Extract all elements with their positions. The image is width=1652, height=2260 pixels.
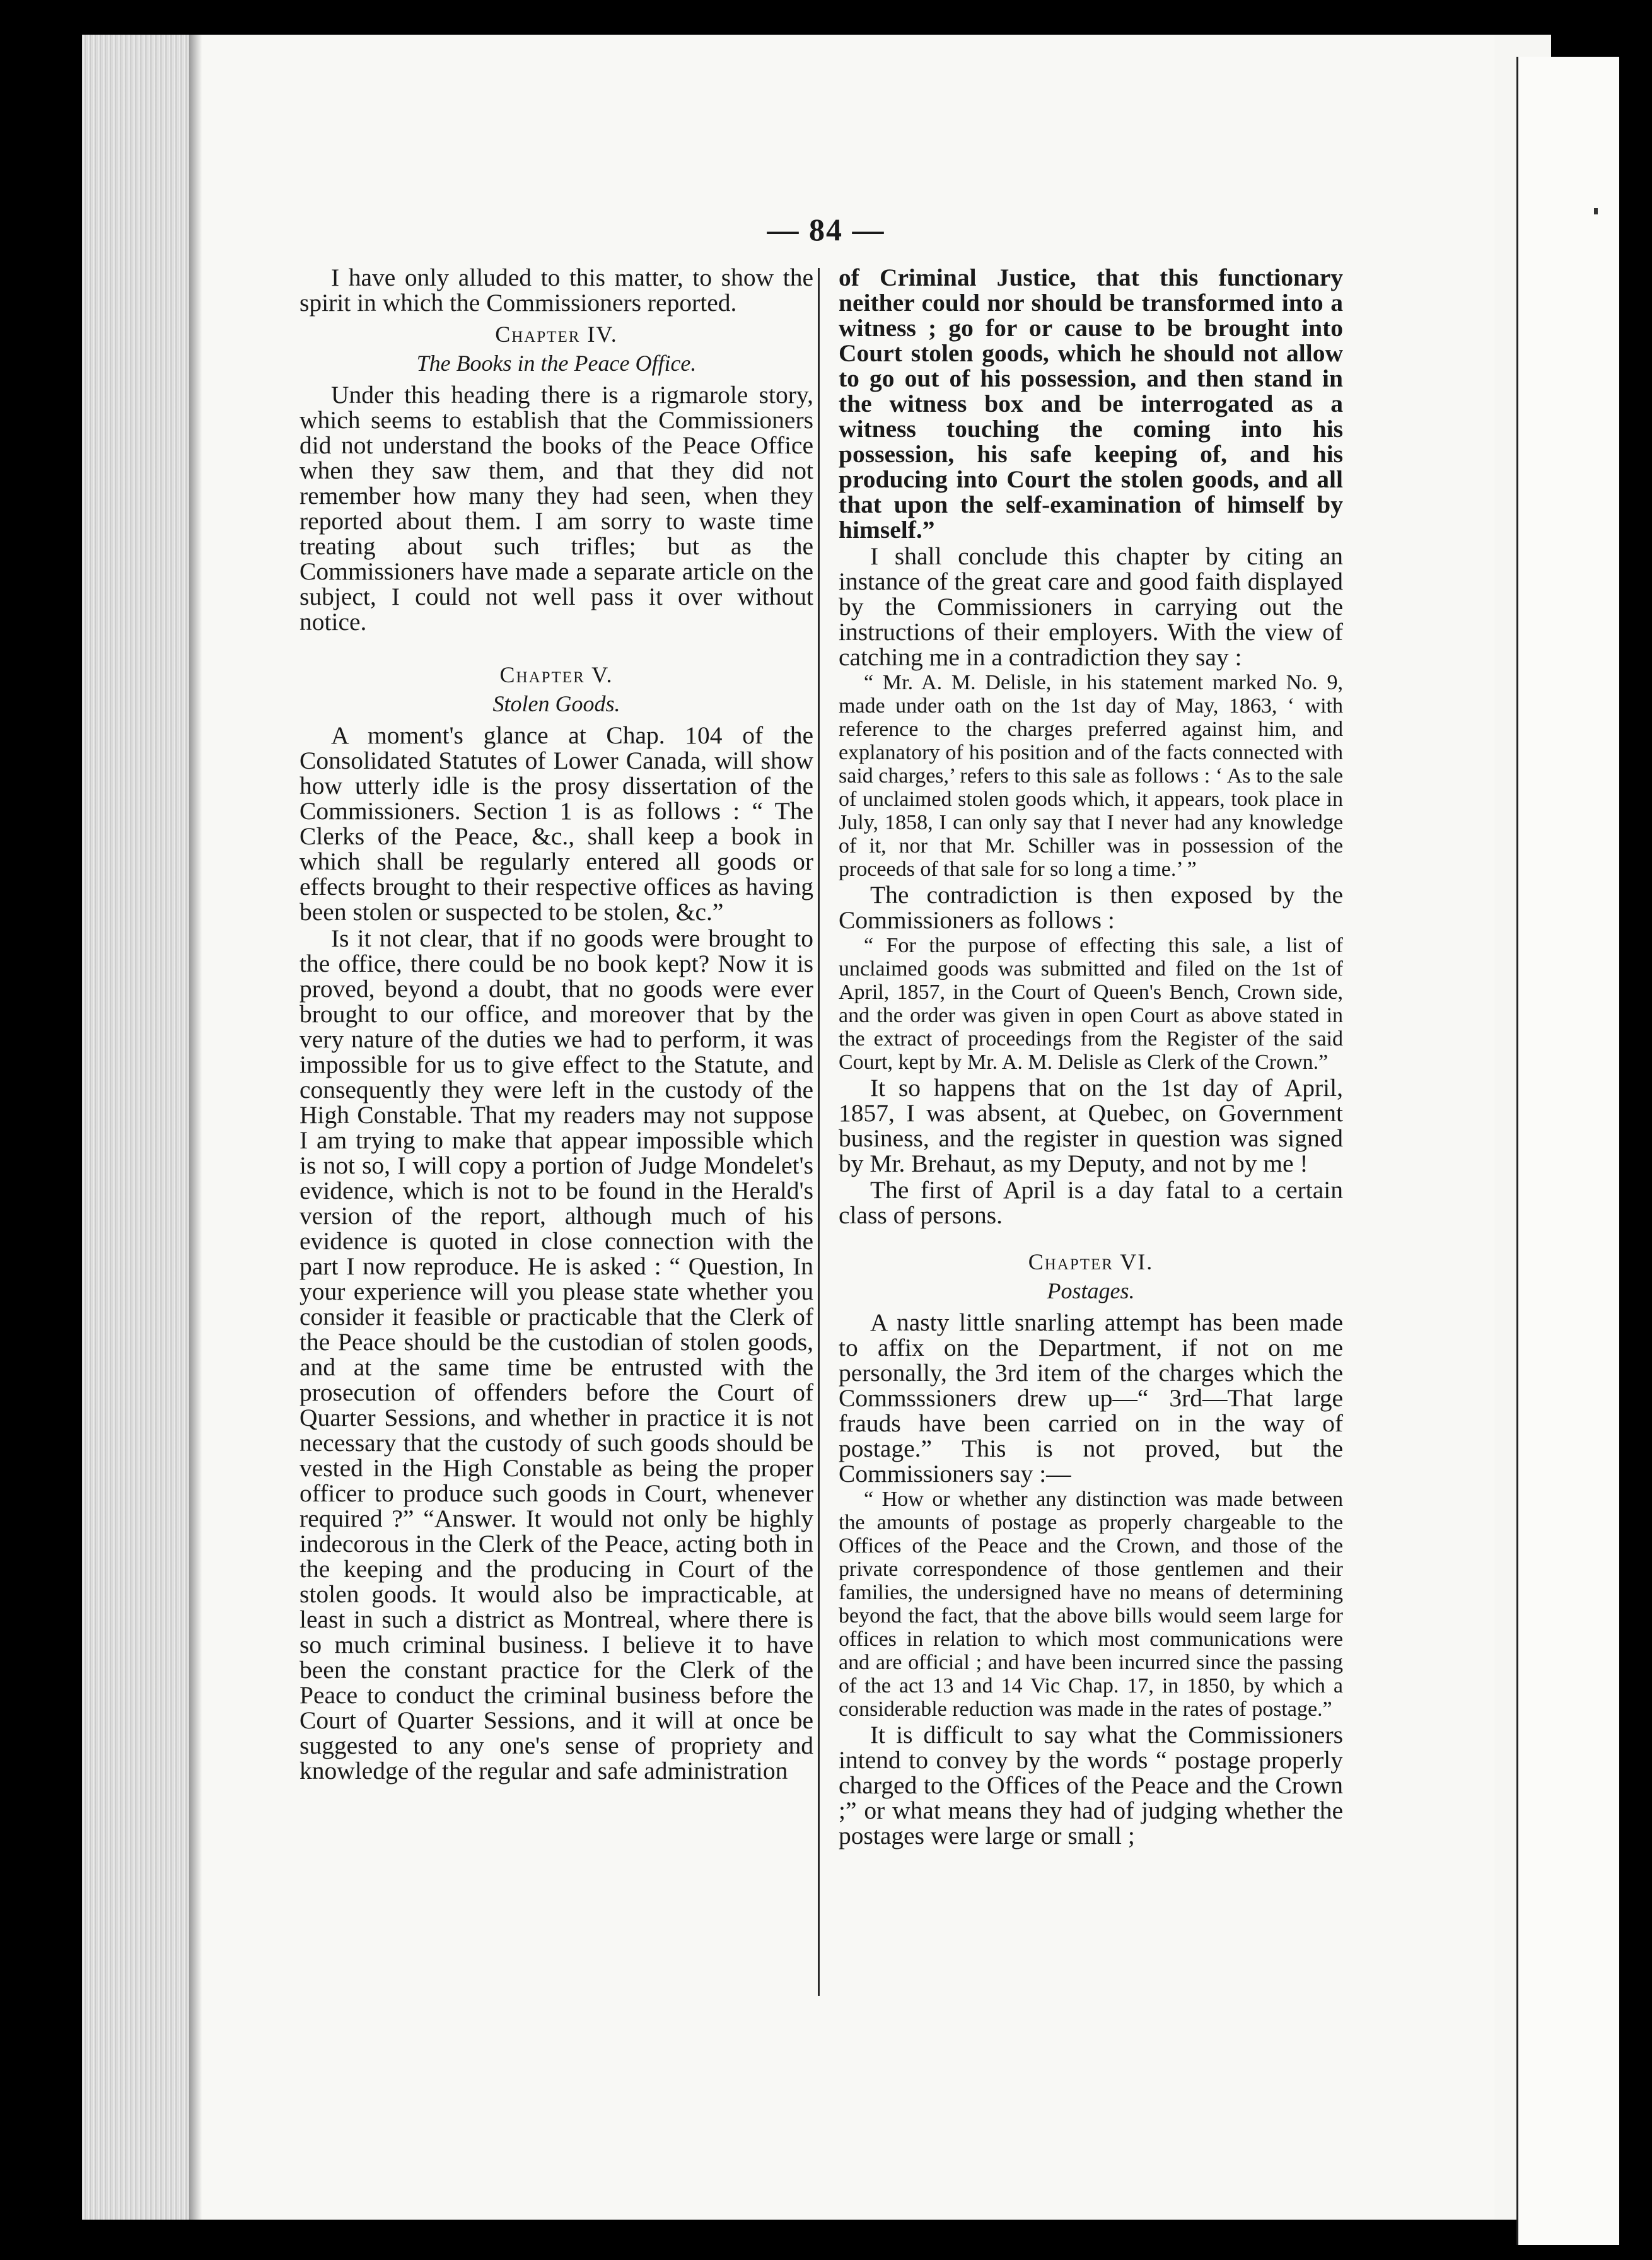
difficult-paragraph: It is difficult to say what the Commissioners intend to convey by the words “ postage properly charged to the Offices of the Peace and the Crown ;” or what means they had of judging whether the postages were large or small ; bbox=[839, 1721, 1343, 1849]
continuation-paragraph: of Criminal Justice, that this functionary neither could nor should be transformed into a witness ; go for or cause to be brought into Court stolen goods, which he should not allow to go out of his possession, and then stand in the witness box and be interrogated as a witness touching the coming into his possession, his safe keeping of, and his producing into Court the stolen goods, and all that upon the self-examination of himself by himself.” bbox=[839, 264, 1343, 544]
chapter-4-paragraph: Under this heading there is a rigmarole story, which seems to establish that the Commissioners did not understand the books of the Peace Office when they saw them, and that they did not remember how many they had seen, when they reported about them. I am sorry to waste time treating about such trifles; but as the Commissioners have made a separate article on the subject, I could not well pass it over without notice. bbox=[300, 381, 813, 636]
commissioners-quote: “ For the purpose of effecting this sale, a list of unclaimed goods was submitted and filed on the 1st of April, 1857, in the Court of Queen's Bench, Crown side, and the order was given in open Court as above stated in the extract of proceedings from the Register of the said Court, kept by Mr. A. M. Delisle as Clerk of the Crown.” bbox=[839, 934, 1343, 1074]
chapter-4-title: Chapter IV. bbox=[495, 322, 618, 347]
column-divider bbox=[818, 268, 820, 1996]
scan-speck bbox=[1594, 208, 1598, 214]
absent-paragraph: It so happens that on the 1st day of April, 1857, I was absent, at Quebec, on Government business, and the register in question was signed by Mr. Brehaut, as my Deputy, and not by me ! bbox=[839, 1074, 1343, 1177]
page-edges bbox=[82, 35, 192, 2220]
postage-quote: “ How or whether any distinction was made between the amounts of postage as properly chargeable to the Offices of the Peace and the Crown, and those of the private correspondence of those gentlemen and their families, the undersigned have no means of determining beyond the fact, that the above bills would seem large for offices in relation to which most communications were and are official ; and have been incurred since the passing of the act 13 and 14 Vic Chap. 17, in 1850, by which a considerable reduction was made in the rates of postage.” bbox=[839, 1488, 1343, 1721]
facing-page-edge bbox=[1516, 57, 1619, 2245]
page-number: — 84 — bbox=[767, 212, 885, 247]
delisle-quote: “ Mr. A. M. Delisle, in his statement marked No. 9, made under oath on the 1st day of May, 1863, ‘ with reference to the charges preferred against him, and explanatory of his position and of the facts connected with said charges,’ refers to this sale as follows : ‘ As to the sale of unclaimed stolen goods which, it appears, took place in July, 1858, I can only say that I never had any knowledge of it, nor that Mr. Schiller was in possession of the proceeds of that sale for so long a time.’ ” bbox=[839, 671, 1343, 881]
chapter-6-subtitle: Postages. bbox=[1047, 1278, 1135, 1303]
contradiction-paragraph: The contradiction is then exposed by the Commissioners as follows : bbox=[839, 881, 1343, 934]
book-gutter bbox=[189, 35, 202, 2220]
chapter-5-title: Chapter V. bbox=[499, 662, 614, 687]
chapter-5-paragraph-1: A moment's glance at Chap. 104 of the Consolidated Statutes of Lower Canada, will show how utterly idle is the prosy dissertation of the Commissioners. Section 1 is as follows : “ The Clerks of the Peace, &c., shall keep a book in which shall be regularly entered all goods or effects brought to their respective offices as having been stolen or suspected to be stolen, &c.” bbox=[300, 721, 813, 926]
chapter-5-subtitle: Stolen Goods. bbox=[492, 691, 620, 716]
chapter-4-subtitle: The Books in the Peace Office. bbox=[416, 351, 697, 376]
right-column bbox=[839, 265, 1343, 1849]
intro-paragraph: I have only alluded to this matter, to show the spirit in which the Commissioners reported. bbox=[300, 264, 813, 317]
chapter-5-paragraph-2: Is it not clear, that if no goods were brought to the office, there could be no book kept? Now it is proved, beyond a doubt, that no goods were ever brought to our office, and moreover that by the very nature of the duties we had to perform, it was impossible for us to give effect to the Statute, and consequently they were left in the custody of the High Constable. That my readers may not suppose I am trying to make that appear impossible which is not so, I will copy a portion of Judge Mondelet's evidence, which is not to be found in the Herald's version of the report, although much of his evidence is quoted in close connection with the part I now reproduce. He is asked : “ Question, In your experience will you please state whether you consider it feasible or practicable that the Clerk of the Peace should be the custodian of stolen goods, and at the same time be entrusted with the prosecution of offenders before the Court of Quarter Sessions, and whether in practice it is not necessary that the custody of such goods should be vested in the High Constable as being the proper officer to produce such goods in Court, whenever required ?” “Answer. It would not only be highly indecorous in the Clerk of the Peace, acting both in the keeping and the producing in Court of the stolen goods. It would also be impracticable, at least in such a district as Montreal, where there is so much criminal business. I believe it to have been the constant practice for the Clerk of the Peace to conduct the criminal business before the Court of Quarter Sessions, and it will at once be suggested to any one's sense of propriety and knowledge of the regular and safe administration bbox=[300, 924, 813, 1785]
chapter-6-title: Chapter VI. bbox=[1028, 1249, 1154, 1274]
chapter-6-paragraph: A nasty little snarling attempt has been made to affix on the Department, if not on me personally, the 3rd item of the charges which the Commsssioners drew up—“ 3rd—That large frauds have been carried on in the way of postage.” This is not proved, but the Commissioners say :— bbox=[839, 1308, 1343, 1488]
conclude-paragraph: I shall conclude this chapter by citing an instance of the great care and good faith displayed by the Commissioners in carrying out the instructions of their employers. With the view of catching me in a contradiction they say : bbox=[839, 542, 1343, 671]
april-paragraph: The first of April is a day fatal to a certain class of persons. bbox=[839, 1176, 1343, 1229]
left-column bbox=[300, 265, 813, 1785]
